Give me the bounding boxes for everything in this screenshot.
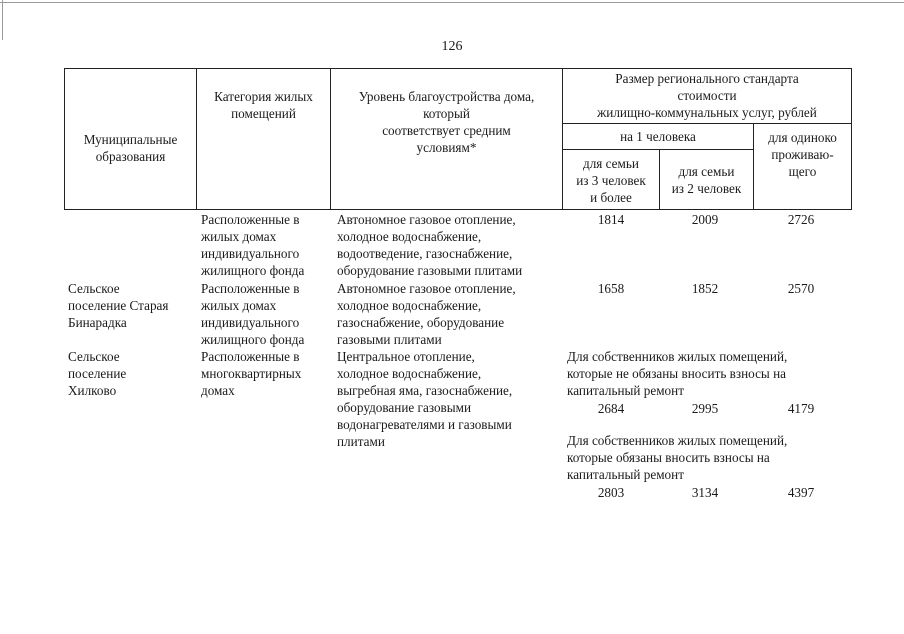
r1-level: Автономное газовое отопление, холодное водоснабжение, водоотведение, газоснабжение, оборудование газовыми плитами bbox=[337, 212, 523, 278]
header-per-person: на 1 человека bbox=[563, 124, 754, 150]
header-level: Уровень благоустройства дома, который соответствует средним условиям* bbox=[331, 69, 563, 210]
r3-note-obliged: Для собственников жилых помещений, которые обязаны вносить взносы на капитальный ремонт bbox=[567, 433, 788, 482]
r3-note2-value-family2: 3134 bbox=[691, 485, 719, 500]
scan-edge-left bbox=[2, 0, 3, 40]
header-family3: для семьи из 3 человек и более bbox=[563, 150, 660, 210]
header-family2: для семьи из 2 человек bbox=[660, 150, 754, 210]
r3-category: Расположенные в многоквартирных домах bbox=[201, 349, 302, 398]
r2-value-family2: 1852 bbox=[691, 281, 719, 296]
r2-municipality: Сельское поселение Старая Бинарадка bbox=[68, 281, 169, 330]
r2-level: Автономное газовое отопление, холодное водоснабжение, газоснабжение, оборудование газовыми плитами bbox=[337, 281, 516, 347]
r3-municipality: Сельское поселение Хилково bbox=[68, 349, 127, 398]
r3-note1-value-single: 4179 bbox=[787, 401, 815, 416]
header-category: Категория жилых помещений bbox=[197, 69, 331, 210]
header-single: для одиноко проживаю- щего bbox=[754, 124, 852, 210]
r1-value-family3: 1814 bbox=[597, 212, 625, 227]
r3-note2-value-family3: 2803 bbox=[597, 485, 625, 500]
r1-value-family2: 2009 bbox=[691, 212, 719, 227]
r2-value-family3: 1658 bbox=[597, 281, 625, 296]
r2-category: Расположенные в жилых домах индивидуального жилищного фонда bbox=[201, 281, 305, 347]
r3-level: Центральное отопление, холодное водоснабжение, выгребная яма, газоснабжение, оборудование газовыми водонагревателями и газовыми плитами bbox=[337, 349, 513, 449]
header-size: Размер регионального стандарта стоимости жилищно-коммунальных услуг, рублей bbox=[563, 69, 852, 124]
r1-value-single: 2726 bbox=[787, 212, 815, 227]
r3-note1-value-family2: 2995 bbox=[691, 401, 719, 416]
page-number: 126 bbox=[441, 39, 463, 54]
r3-note-not-obliged: Для собственников жилых помещений, которые не обязаны вносить взносы на капитальный ремонт bbox=[567, 349, 788, 398]
r3-note2-value-single: 4397 bbox=[787, 485, 815, 500]
scan-edge-top bbox=[0, 2, 904, 3]
header-municipality: Муниципальные образования bbox=[65, 69, 197, 210]
r2-value-single: 2570 bbox=[787, 281, 815, 296]
r1-category: Расположенные в жилых домах индивидуального жилищного фонда bbox=[201, 212, 305, 278]
r3-note1-value-family3: 2684 bbox=[597, 401, 625, 416]
table-header bbox=[64, 68, 852, 210]
